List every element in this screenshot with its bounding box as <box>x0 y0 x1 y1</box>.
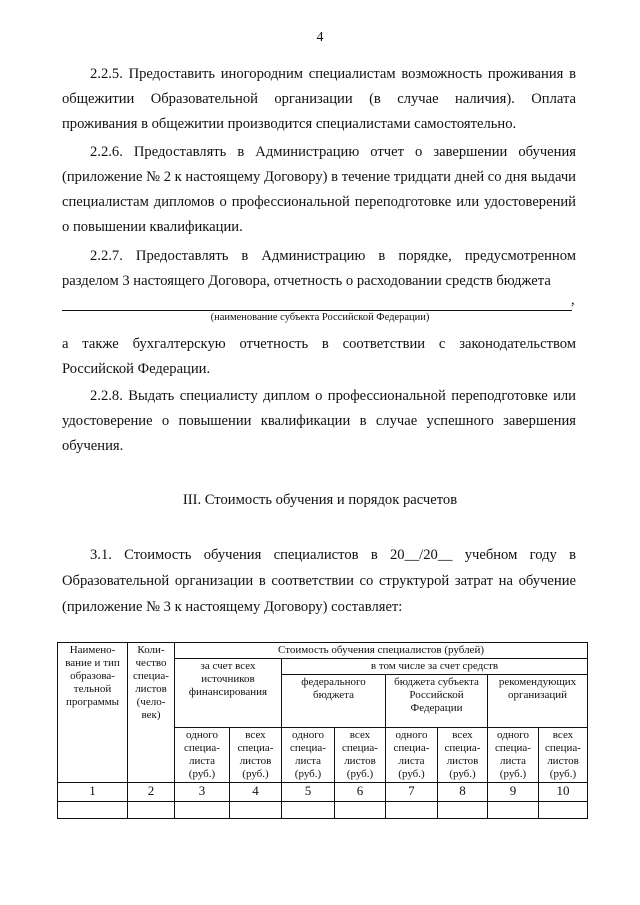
paragraph-2-2-8: 2.2.8. Выдать специалисту диплом о профессиональной переподготовке или удостоверение о повышении квалификации в случае успешного завершения обучения. <box>62 388 576 454</box>
header-per-specialist: одного специа-листа (руб.) <box>488 728 539 783</box>
region-name-caption: (наименование субъекта Российской Федерации) <box>210 312 430 323</box>
region-name-blank-line <box>62 310 572 311</box>
paragraph-2-2-6: 2.2.6. Предоставлять в Администрацию отчет о завершении обучения (приложение № 2 к настоящему Договору) в течение тридцати дней со дня выдачи специалистам дипломов о профессиональной переподготовке или удостоверений о повышении квалификации. <box>62 144 576 235</box>
header-all-specialists: всех специа-листов (руб.) <box>335 728 386 783</box>
column-number: 3 <box>175 783 230 802</box>
column-number-row <box>58 783 588 802</box>
table-cell <box>386 802 438 819</box>
header-specialist-count: Коли-чество специа-листов (чело-век) <box>128 643 175 783</box>
column-number: 10 <box>539 783 588 802</box>
paragraph-3-1: 3.1. Стоимость обучения специалистов в 20__/20__ учебном году в Образовательной организации в соответствии со структурой затрат на обучение (приложение № 3 к настоящему Договору) составляет: <box>62 547 576 615</box>
header-federal-budget: федерального бюджета <box>282 675 386 728</box>
table-cell <box>230 802 282 819</box>
header-training-cost: Стоимость обучения специалистов (рублей) <box>175 643 588 659</box>
header-recommending-orgs: рекомендующих организаций <box>488 675 588 728</box>
table-cell <box>58 802 128 819</box>
table-cell <box>539 802 588 819</box>
table-cell <box>488 802 539 819</box>
column-number: 5 <box>282 783 335 802</box>
header-all-specialists: всех специа-листов (руб.) <box>539 728 588 783</box>
header-all-specialists: всех специа-листов (руб.) <box>438 728 488 783</box>
paragraph-2-2-7-continued: а также бухгалтерскую отчетность в соответствии с законодательством Российской Федерации. <box>62 336 576 377</box>
table-row <box>58 802 588 819</box>
table-cell <box>438 802 488 819</box>
column-number: 6 <box>335 783 386 802</box>
section-heading: III. Стоимость обучения и порядок расчетов <box>182 492 458 508</box>
header-including: в том числе за счет средств <box>282 659 588 675</box>
blank-comma: , <box>571 292 575 308</box>
header-per-specialist: одного специа-листа (руб.) <box>386 728 438 783</box>
column-number: 9 <box>488 783 539 802</box>
paragraph-2-2-7: 2.2.7. Предоставлять в Администрацию в порядке, предусмотренном разделом 3 настоящего Договора, отчетность о расходовании средств бюджета <box>62 248 576 289</box>
column-number: 8 <box>438 783 488 802</box>
header-regional-budget: бюджета субъекта Российской Федерации <box>386 675 488 728</box>
column-number: 1 <box>58 783 128 802</box>
column-number: 2 <box>128 783 175 802</box>
table-cell <box>175 802 230 819</box>
header-all-specialists: всех специа-листов (руб.) <box>230 728 282 783</box>
table-cell <box>282 802 335 819</box>
header-program-name: Наимено-вание и тип образова-тельной программы <box>58 643 128 783</box>
header-per-specialist: одного специа-листа (руб.) <box>175 728 230 783</box>
header-all-sources: за счет всех источников финансирования <box>175 659 282 728</box>
header-per-specialist: одного специа-листа (руб.) <box>282 728 335 783</box>
column-number: 4 <box>230 783 282 802</box>
table-cell <box>335 802 386 819</box>
table-cell <box>128 802 175 819</box>
page-number: 4 <box>316 30 324 45</box>
cost-table <box>57 642 588 819</box>
paragraph-2-2-5: 2.2.5. Предоставить иногородним специалистам возможность проживания в общежитии Образовательной организации (в случае наличия). Оплата проживания в общежитии производится специалистами самостоятельно. <box>62 66 576 132</box>
column-number: 7 <box>386 783 438 802</box>
